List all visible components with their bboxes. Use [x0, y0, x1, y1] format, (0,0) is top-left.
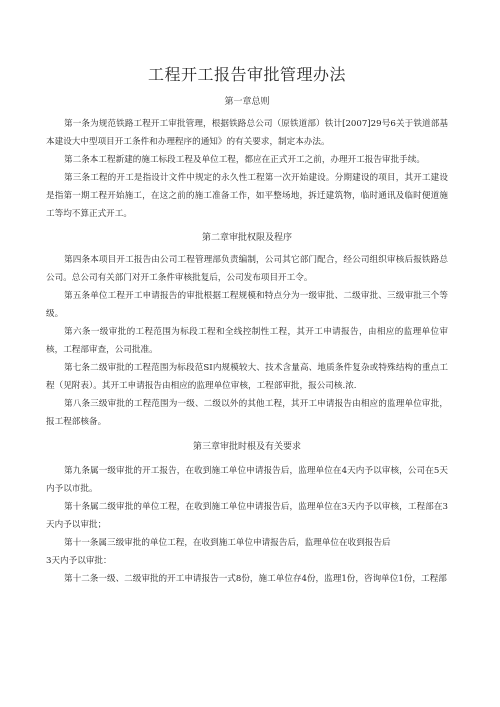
article-paragraph: 第十二条一级、二级审批的开工申请报告一式8份，施工单位存4份，监理1份，咨询单位1份，工程部	[64, 574, 447, 584]
article-paragraph: 第七条二级审批的工程范围为标段范SI内规模较大、技术含量高、地质条件复杂或特殊结构的重点工程（见附表）。其开工申请报告由相应的监理单位审核，工程部审批，报公司核.浓.	[46, 363, 448, 391]
article-paragraph: 第一条为规范铁路工程开工审批管理，根据铁路总公司（原铁道部）铁计[2007]29号6关于铁道部基本建设大中型项目开工条件和办理程序的通知》的有关要求，制定本办法。	[46, 119, 448, 147]
chapter-heading: 第一章总则	[224, 97, 270, 107]
article-paragraph: 第九条属一级审批的开工报告，在收到施工单位申请报告后，监理单位在4天内予以审核，公司在5天内予以市批。	[46, 466, 448, 494]
article-paragraph: 第三条工程的开工是指设计文件中规定的永久性工程第一次开始建设。分期建设的项目，其开工建设是指第一期工程开始施工，在这之前的施工准备工作，如平整场地，拆迁建筑物，临时通讯及临时便道施工等均不算正式开工。	[46, 173, 448, 219]
article-paragraph: 第十条属二级审批的单位工程，在收到施工单位申请报告后，监理单位在3天内予以审核，工程部在3天内予以审批；	[46, 502, 448, 530]
article-paragraph: 第二条本工程新建的施工标段工程及单位工程，都应在正式开工之前，办理开工报告审批手续。	[64, 155, 425, 165]
chapter-heading: 第二章审批权限及程序	[201, 233, 292, 243]
document-title: 工程开工报告审批管理办法	[147, 65, 346, 84]
article-paragraph: 第四条本项目开工报告由公司工程管理部负责编制，公司其它部门配合，经公司组织审核后报铁路总公司。总公司有关部门对开工条件审核批复后，公司发布项目开工令。	[46, 255, 448, 283]
article-paragraph: 第八条三级审批的工程范围为一级、二级以外的其他工程，其开工申请报告由相应的监理单位审批，报工程部核备。	[46, 399, 448, 427]
article-paragraph: 第十一条属三级审批的单位工程，在收到施工单位申请报告后，监理单位在收到报告后	[64, 538, 391, 548]
article-paragraph: 第五条单位工程开工申请报告的审批根据工程规模和特点分为一级审批、二级审批、三级审批三个等级。	[46, 291, 448, 319]
chapter-heading: 第三章审批时根及有关要求	[192, 442, 301, 452]
article-paragraph: 第六条一级审批的工程范围为标段工程和全线控制性工程，其开工申请报告，由相应的监理单位审核，工程部审查，公司批准。	[46, 327, 448, 355]
article-paragraph-continuation: 3天内予以审批：	[46, 556, 112, 566]
